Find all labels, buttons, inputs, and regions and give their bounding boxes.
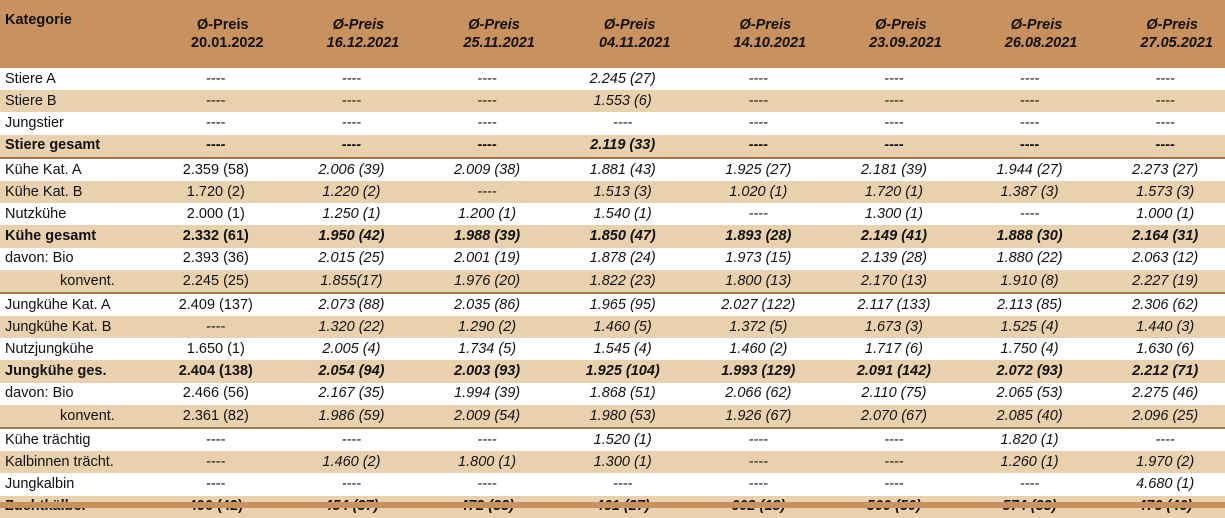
category-cell: Kühe Kat. A [0, 158, 140, 181]
date-column-header [1089, 0, 1225, 68]
price-cell: 2.306 (62) [1089, 293, 1225, 316]
price-cell: 1.988 (39) [411, 225, 547, 247]
category-cell: konvent. [0, 270, 140, 293]
price-cell: 1.986 (59) [276, 405, 412, 428]
price-cell: ---- [884, 70, 904, 87]
price-cell: 1.372 (5) [683, 316, 819, 338]
price-cell: 2.072 (93) [954, 360, 1090, 382]
price-cell: ---- [276, 428, 412, 451]
price-cell: ---- [477, 476, 497, 493]
price-cell: 1.720 (1) [818, 181, 954, 203]
price-cell: 1.926 (67) [683, 405, 819, 428]
price-cell: 1.720 (2) [140, 181, 276, 203]
price-cell: 1.881 (43) [547, 158, 683, 181]
category-header: Kategorie [0, 0, 140, 68]
price-cell: 2.005 (4) [322, 341, 381, 358]
price-cell: ---- [613, 115, 633, 132]
price-cell: ---- [613, 476, 633, 493]
price-cell: 2.149 (41) [818, 225, 954, 247]
price-cell: 2.015 (25) [318, 250, 385, 267]
price-cell: ---- [818, 135, 954, 158]
price-cell: 1.888 (30) [954, 225, 1090, 247]
price-label: Ø-Preis [332, 17, 385, 33]
category-cell: konvent. [0, 405, 140, 428]
price-cell: 2.409 (137) [140, 293, 276, 316]
category-cell: Stiere gesamt [0, 135, 140, 158]
price-label: Ø-Preis [468, 17, 520, 33]
price-cell: ---- [140, 135, 276, 158]
price-cell: 1.250 (1) [322, 205, 381, 222]
price-cell: 1.220 (2) [276, 181, 412, 203]
category-cell: davon: Bio [5, 250, 74, 267]
price-cell: ---- [341, 115, 362, 132]
price-cell: 2.332 (61) [140, 225, 276, 247]
price-cell: 2.245 (25) [140, 270, 276, 293]
category-cell: Stiere A [5, 70, 56, 87]
price-cell: 1.460 (2) [729, 341, 788, 358]
table-row [0, 90, 1225, 112]
price-label: Ø-Preis [1010, 17, 1063, 33]
price-cell: ---- [140, 451, 276, 473]
price-cell: 2.066 (62) [725, 385, 792, 402]
price-cell: 2.065 (53) [996, 385, 1063, 402]
price-cell: 1.976 (20) [411, 270, 547, 293]
price-cell: 1.950 (42) [276, 225, 412, 247]
price-cell: 2.212 (71) [1089, 360, 1225, 382]
price-cell: 1.717 (6) [864, 341, 923, 358]
price-cell: 1.944 (27) [954, 158, 1090, 181]
table-row [0, 293, 1225, 316]
price-cell: 1.513 (3) [547, 181, 683, 203]
date-label: 23.09.2021 [869, 34, 942, 51]
date-column-header [683, 0, 819, 68]
price-cell: 1.970 (2) [1089, 451, 1225, 473]
price-cell: 1.673 (3) [818, 316, 954, 338]
price-cell: 2.110 (75) [861, 385, 927, 402]
price-cell: 1.540 (1) [593, 205, 652, 222]
table-row [0, 473, 1225, 495]
price-cell: ---- [884, 115, 904, 132]
category-cell: davon: Bio [5, 385, 74, 402]
price-label: Ø-Preis [197, 17, 249, 33]
table-row [0, 270, 1225, 293]
price-cell: 1.440 (3) [1089, 316, 1225, 338]
date-label: 14.10.2021 [733, 34, 807, 51]
price-cell: 1.300 (1) [547, 451, 683, 473]
price-cell: ---- [1019, 205, 1040, 222]
price-cell: 1.387 (3) [954, 181, 1090, 203]
price-label: Ø-Preis [603, 17, 656, 33]
date-label: 04.11.2021 [599, 34, 671, 51]
price-cell: ---- [341, 476, 362, 493]
price-cell: 2.035 (86) [411, 293, 547, 316]
price-cell: ---- [140, 316, 276, 338]
category-cell: Jungstier [5, 115, 64, 132]
price-cell: 1.822 (23) [547, 270, 683, 293]
price-cell: 2.181 (39) [818, 158, 954, 181]
date-column-header [140, 0, 276, 68]
date-column-header [547, 0, 683, 68]
price-cell: 2.096 (25) [1089, 405, 1225, 428]
price-cell: 1.820 (1) [954, 428, 1090, 451]
price-cell: 1.980 (53) [547, 405, 683, 428]
price-cell: ---- [748, 70, 768, 87]
price-label: Ø-Preis [1146, 17, 1198, 33]
category-cell: Kühe trächtig [0, 428, 140, 451]
price-cell: ---- [683, 428, 819, 451]
price-cell: 2.170 (13) [818, 270, 954, 293]
price-cell: 1.020 (1) [683, 181, 819, 203]
price-cell: 2.359 (58) [140, 158, 276, 181]
price-cell: 1.525 (4) [954, 316, 1090, 338]
price-cell: 1.650 (1) [186, 341, 245, 358]
price-cell: ---- [818, 428, 954, 451]
price-cell: 2.164 (31) [1089, 225, 1225, 247]
price-cell: 2.085 (40) [954, 405, 1090, 428]
price-cell: ---- [206, 476, 226, 493]
price-cell: 2.361 (82) [140, 405, 276, 428]
price-cell: 2.273 (27) [1089, 158, 1225, 181]
price-cell: 2.073 (88) [276, 293, 412, 316]
price-cell: 1.925 (104) [547, 360, 683, 382]
table-row [0, 181, 1225, 203]
price-cell: ---- [1019, 476, 1040, 493]
date-column-header [818, 0, 954, 68]
price-cell: 1.290 (2) [411, 316, 547, 338]
category-cell: Jungkalbin [5, 476, 75, 493]
price-cell: 1.734 (5) [458, 341, 517, 358]
price-cell: ---- [1089, 428, 1225, 451]
price-cell: 2.009 (38) [411, 158, 547, 181]
price-cell: 4.680 (1) [1136, 476, 1195, 493]
table-body [0, 68, 1225, 518]
price-cell: ---- [818, 90, 954, 112]
table-row [0, 135, 1225, 158]
price-cell: ---- [1155, 70, 1175, 87]
price-cell: 1.750 (4) [1000, 341, 1059, 358]
price-cell: 2.027 (122) [683, 293, 819, 316]
price-cell: 2.006 (39) [276, 158, 412, 181]
date-label: 20.01.2022 [191, 34, 264, 51]
price-cell: 1.460 (5) [547, 316, 683, 338]
price-cell: ---- [411, 428, 547, 451]
price-cell: 1.893 (28) [683, 225, 819, 247]
price-cell: ---- [140, 428, 276, 451]
table-row [0, 158, 1225, 181]
price-cell: 2.227 (19) [1089, 270, 1225, 293]
price-cell: ---- [477, 115, 497, 132]
bottom-bar [0, 502, 1225, 508]
price-cell: ---- [276, 90, 412, 112]
price-cell: 2.139 (28) [860, 250, 927, 267]
price-cell: 2.054 (94) [276, 360, 412, 382]
price-cell: 1.850 (47) [547, 225, 683, 247]
price-cell: 1.993 (129) [683, 360, 819, 382]
price-cell: ---- [748, 115, 768, 132]
price-cell: ---- [748, 205, 768, 222]
price-cell: 1.553 (6) [547, 90, 683, 112]
category-cell: Kühe Kat. B [0, 181, 140, 203]
table-row [0, 428, 1225, 451]
price-cell: 1.260 (1) [954, 451, 1090, 473]
table-row [0, 405, 1225, 428]
table-row [0, 383, 1225, 405]
price-cell: ---- [1089, 90, 1225, 112]
price-cell: 2.404 (138) [140, 360, 276, 382]
table-row [0, 68, 1225, 90]
price-cell: 2.113 (85) [954, 293, 1090, 316]
date-label: 16.12.2021 [326, 34, 400, 51]
price-cell: 1.855(17) [276, 270, 412, 293]
date-column-header [954, 0, 1090, 68]
price-cell: 1.910 (8) [954, 270, 1090, 293]
price-cell: 1.965 (95) [547, 293, 683, 316]
price-cell: ---- [276, 135, 412, 158]
price-cell: ---- [140, 90, 276, 112]
price-cell: 1.520 (1) [547, 428, 683, 451]
price-cell: ---- [411, 135, 547, 158]
price-cell: 1.460 (2) [276, 451, 412, 473]
price-cell: 2.466 (56) [182, 385, 249, 402]
price-cell: 2.070 (67) [818, 405, 954, 428]
date-column-header [276, 0, 412, 68]
category-cell: Jungkühe ges. [0, 360, 140, 382]
price-cell: 2.167 (35) [318, 385, 385, 402]
category-cell: Jungkühe Kat. A [0, 293, 140, 316]
category-cell: Jungkühe Kat. B [0, 316, 140, 338]
price-cell: 1.868 (51) [589, 385, 656, 402]
price-cell: ---- [884, 476, 904, 493]
category-cell: Kühe gesamt [0, 225, 140, 247]
header-row [0, 0, 1225, 68]
price-cell: 2.003 (93) [411, 360, 547, 382]
category-cell: Stiere B [0, 90, 140, 112]
table-header [0, 0, 1225, 68]
price-cell: 2.091 (142) [818, 360, 954, 382]
price-cell: ---- [683, 90, 819, 112]
price-cell: ---- [954, 90, 1090, 112]
price-cell: ---- [1089, 135, 1225, 158]
price-cell: ---- [206, 115, 226, 132]
price-cell: 1.925 (27) [683, 158, 819, 181]
category-cell: Nutzkühe [5, 205, 67, 222]
price-cell: ---- [1019, 70, 1040, 87]
date-label: 25.11.2021 [463, 34, 535, 51]
price-cell: ---- [1019, 115, 1040, 132]
price-cell: 1.320 (22) [276, 316, 412, 338]
table-row [0, 316, 1225, 338]
price-cell: 1.573 (3) [1089, 181, 1225, 203]
price-cell: ---- [411, 181, 547, 203]
price-cell: 2.009 (54) [411, 405, 547, 428]
table-row [0, 338, 1225, 360]
date-column-header [411, 0, 547, 68]
table-row [0, 112, 1225, 134]
price-label: Ø-Preis [739, 17, 792, 33]
price-cell: 1.973 (15) [725, 250, 792, 267]
price-cell: ---- [683, 451, 819, 473]
price-cell: 1.300 (1) [864, 205, 923, 222]
price-cell: 1.994 (39) [454, 385, 521, 402]
price-cell: 1.545 (4) [593, 341, 652, 358]
price-cell: 2.275 (46) [1132, 385, 1199, 402]
table-row [0, 360, 1225, 382]
category-cell: Nutzjungkühe [5, 341, 94, 358]
price-cell: ---- [748, 476, 768, 493]
price-cell: 2.117 (133) [818, 293, 954, 316]
price-cell: 2.063 (12) [1132, 250, 1199, 267]
table-row [0, 203, 1225, 225]
price-cell: 2.001 (19) [454, 250, 521, 267]
price-cell: 1.800 (13) [683, 270, 819, 293]
table-row [0, 248, 1225, 270]
price-cell: ---- [411, 90, 547, 112]
table-row [0, 451, 1225, 473]
table-row [0, 225, 1225, 247]
price-label: Ø-Preis [875, 17, 927, 33]
price-cell: 2.245 (27) [589, 70, 656, 87]
category-cell: Kalbinnen trächt. [0, 451, 140, 473]
price-cell: 1.800 (1) [411, 451, 547, 473]
price-cell: ---- [818, 451, 954, 473]
price-cell: 1.880 (22) [996, 250, 1063, 267]
price-cell: 1.878 (24) [589, 250, 656, 267]
price-cell: ---- [954, 135, 1090, 158]
date-label: 26.08.2021 [1004, 34, 1078, 51]
price-cell: 2.000 (1) [186, 205, 245, 222]
price-cell: 1.200 (1) [458, 205, 517, 222]
date-label: 27.05.2021 [1140, 34, 1213, 51]
price-cell: ---- [1155, 115, 1175, 132]
price-cell: 2.119 (33) [547, 135, 683, 158]
price-cell: ---- [477, 70, 497, 87]
price-cell: ---- [683, 135, 819, 158]
price-cell: 1.000 (1) [1136, 205, 1195, 222]
price-cell: 1.630 (6) [1136, 341, 1195, 358]
price-cell: ---- [341, 70, 362, 87]
price-cell: ---- [206, 70, 226, 87]
price-cell: 2.393 (36) [182, 250, 249, 267]
